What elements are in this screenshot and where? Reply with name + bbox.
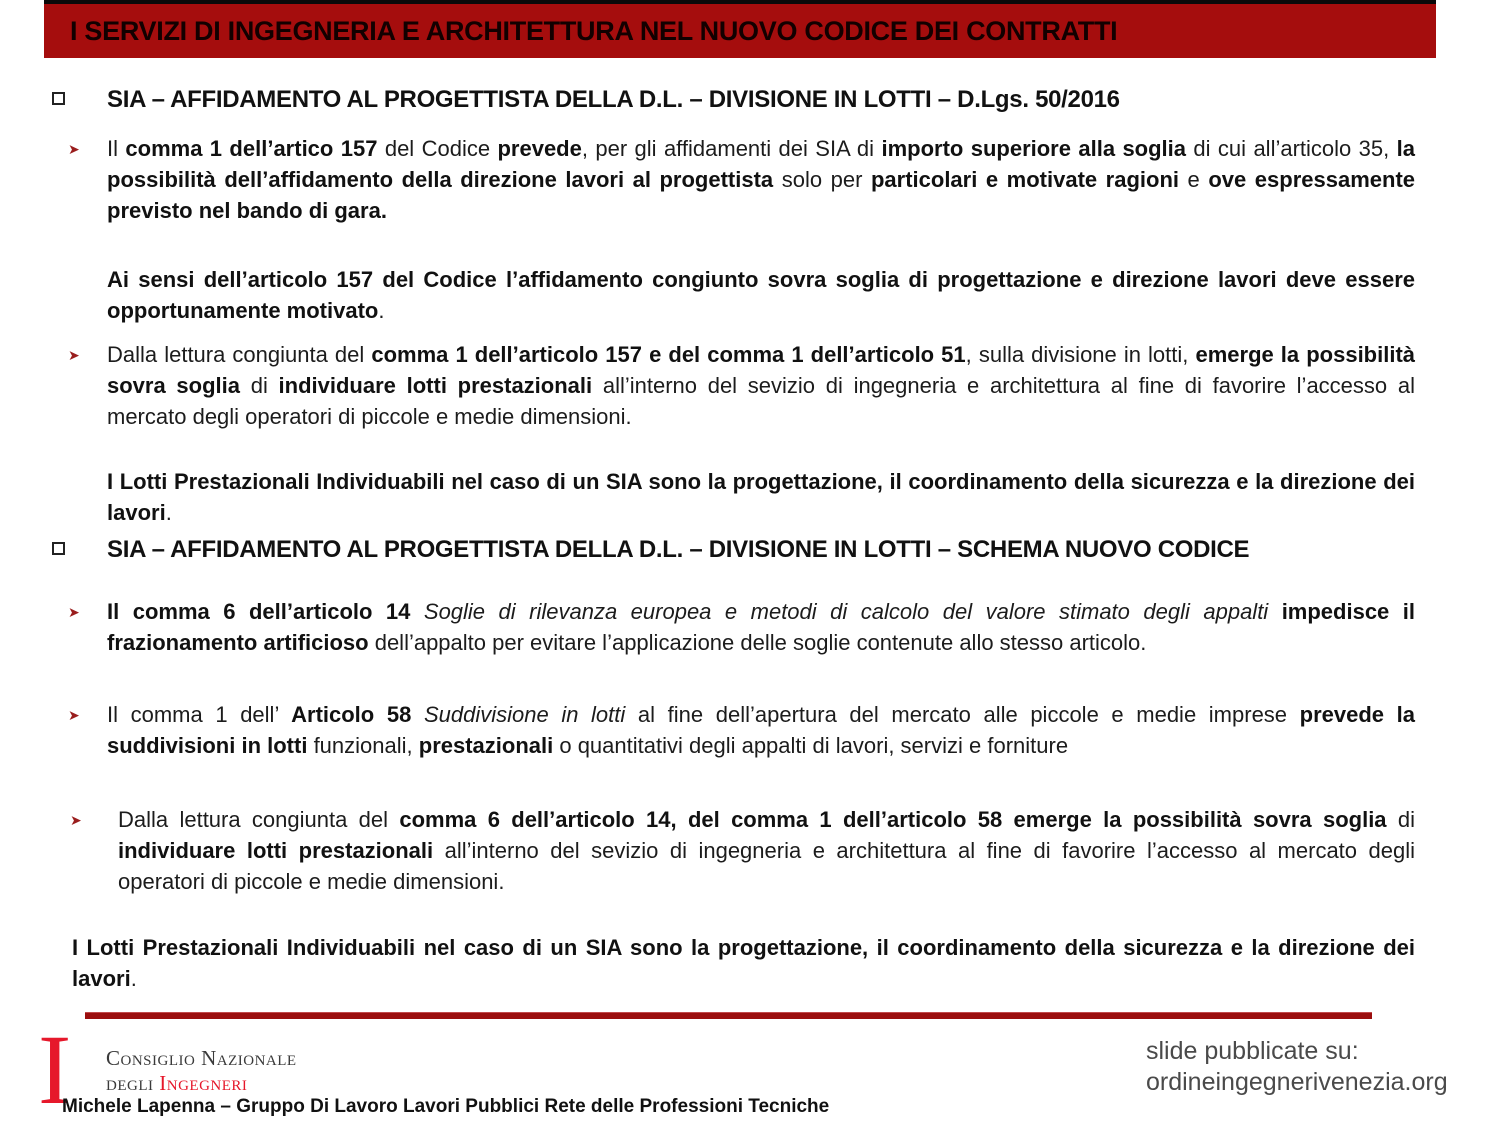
text-run: prevede la suddivisioni in lotti xyxy=(107,702,1415,758)
text-run: Il xyxy=(107,136,126,161)
bullet-paragraph-4 xyxy=(68,699,1415,761)
text-run: di xyxy=(240,373,279,398)
text-run: I Lotti Prestazionali Individuabili nel caso di un SIA sono la progettazione, il coordinamento della sicurezza e la direzione dei lavori xyxy=(107,469,1415,525)
footer-divider xyxy=(85,1012,1372,1019)
published-line1: slide pubblicate su: xyxy=(1146,1037,1359,1065)
square-bullet-icon xyxy=(52,92,65,105)
text-run: solo per xyxy=(773,167,871,192)
closing-paragraph xyxy=(72,932,1415,994)
text-run: importo superiore alla soglia xyxy=(881,136,1187,161)
section-heading-2 xyxy=(107,536,1415,564)
slide-title: I SERVIZI DI INGEGNERIA E ARCHITETTURA NEL NUOVO CODICE DEI CONTRATTI xyxy=(70,15,1118,46)
text-run: di xyxy=(1386,807,1415,832)
text-run xyxy=(411,702,424,727)
text-run: e xyxy=(1179,167,1209,192)
cni-logo-line2 xyxy=(106,1071,297,1096)
cni-logo-text xyxy=(106,1046,297,1096)
text-run: dell’appalto per evitare l’applicazione delle soglie contenute allo stesso articolo. xyxy=(368,630,1147,655)
text-run: comma 1 dell’artico 157 xyxy=(125,136,378,161)
arrow-bullet-icon: ➤ xyxy=(68,604,80,620)
text-run: individuare lotti prestazionali xyxy=(278,373,593,398)
arrow-bullet-icon: ➤ xyxy=(68,141,80,157)
bullet-paragraph-3 xyxy=(68,596,1416,658)
text-run: emerge la possibilità sovra soglia xyxy=(107,342,1416,398)
text-run: individuare lotti prestazionali xyxy=(118,838,434,863)
text-run: Suddivisione in lotti xyxy=(423,702,626,727)
text-run: o quantitativi degli appalti di lavori, servizi e forniture xyxy=(553,733,1069,758)
cni-logo-icon: I xyxy=(38,1014,72,1125)
bullet-paragraph-2 xyxy=(68,339,1416,432)
cni-logo-line2-accent: Ingegneri xyxy=(159,1071,248,1095)
text-run: Dalla lettura congiunta del xyxy=(118,807,400,832)
text-run: impedisce il frazionamento artificioso xyxy=(107,599,1416,655)
text-run: . xyxy=(378,298,385,323)
bullet-paragraph-1 xyxy=(68,133,1416,226)
paragraph-2 xyxy=(107,264,1415,326)
text-run: Dalla lettura congiunta del xyxy=(107,342,372,367)
arrow-bullet-icon: ➤ xyxy=(70,812,82,828)
text-run: Il comma 6 dell’articolo 14 xyxy=(107,599,424,624)
text-run: la possibilità dell’affidamento della direzione lavori al progettista xyxy=(107,136,1415,192)
text-run: del Codice xyxy=(377,136,498,161)
text-run: ove espressamente previsto nel bando di gara. xyxy=(107,167,1416,223)
text-run: prevede xyxy=(497,136,582,161)
text-run: Ai sensi dell’articolo 157 del Codice l’affidamento congiunto sovra soglia di progettazione e direzione lavori deve essere opportunamente motivato xyxy=(107,267,1415,323)
cni-logo-line1: Consiglio Nazionale xyxy=(106,1046,297,1070)
text-run: comma 1 dell’articolo 157 e del comma 1 dell’articolo 51 xyxy=(371,342,966,367)
text-run: . xyxy=(165,500,172,525)
slide-title-bar xyxy=(44,0,1436,58)
text-run: prestazionali xyxy=(418,733,554,758)
text-run: di cui all’articolo 35, xyxy=(1186,136,1397,161)
text-run: . xyxy=(130,966,137,991)
paragraph-4 xyxy=(107,466,1415,528)
text-run: particolari e motivate ragioni xyxy=(870,167,1180,192)
published-url: ordineingegnerivenezia.org xyxy=(1146,1068,1448,1096)
section-heading-1 xyxy=(107,86,1415,114)
square-bullet-icon xyxy=(52,542,65,555)
text-run: al fine dell’apertura del mercato alle piccole e medie imprese xyxy=(625,702,1300,727)
cni-logo-line2-prefix: degli xyxy=(106,1071,160,1095)
author-credit: Michele Lapenna – Gruppo Di Lavoro Lavori Pubblici Rete delle Professioni Tecniche xyxy=(62,1096,830,1117)
text-run: Il comma 1 dell’ xyxy=(107,702,292,727)
arrow-bullet-icon: ➤ xyxy=(68,707,80,723)
section-heading-text: SIA – AFFIDAMENTO AL PROGETTISTA DELLA D.L. – DIVISIONE IN LOTTI – SCHEMA NUOVO CODICE xyxy=(107,536,1250,563)
text-run: Articolo 58 xyxy=(291,702,412,727)
text-run: funzionali, xyxy=(307,733,419,758)
text-run: all’interno del sevizio di ingegneria e architettura al fine di favorire l’accesso al mercato degli operatori di piccole e medie dimensioni. xyxy=(107,373,1415,429)
text-run: I Lotti Prestazionali Individuabili nel caso di un SIA sono la progettazione, il coordinamento della sicurezza e la direzione dei lavori xyxy=(72,935,1415,991)
section-heading-text: SIA – AFFIDAMENTO AL PROGETTISTA DELLA D.L. – DIVISIONE IN LOTTI – D.Lgs. 50/2016 xyxy=(107,86,1120,113)
bullet-paragraph-5 xyxy=(70,804,1415,897)
text-run: , per gli affidamenti dei SIA di xyxy=(581,136,882,161)
text-run: all’interno del sevizio di ingegneria e architettura al fine di favorire l’accesso al mercato degli operatori di piccole e medie dimensioni. xyxy=(118,838,1415,894)
text-run: comma 6 dell’articolo 14, del comma 1 dell’articolo 58 emerge la possibilità sovra soglia xyxy=(399,807,1387,832)
published-note xyxy=(1146,1036,1448,1098)
text-run: , sulla divisione in lotti, xyxy=(965,342,1196,367)
arrow-bullet-icon: ➤ xyxy=(68,347,80,363)
text-run: Soglie di rilevanza europea e metodi di calcolo del valore stimato degli appalti xyxy=(423,599,1269,624)
